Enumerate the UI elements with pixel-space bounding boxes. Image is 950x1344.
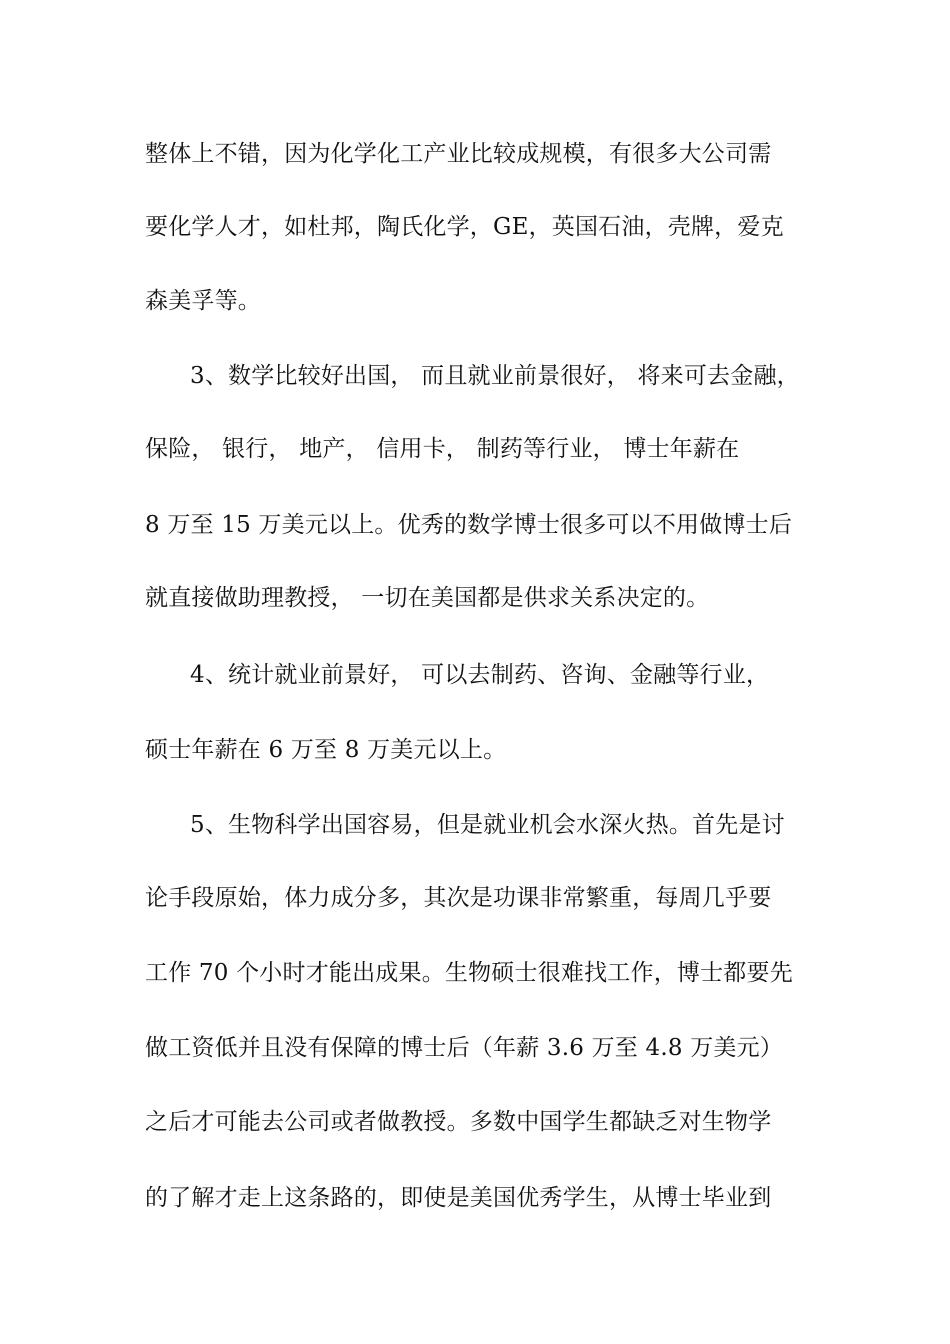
text-line-11: 论手段原始，体力成分多，其次是功课非常繁重，每周几乎要 (145, 885, 772, 911)
text-line-15: 的了解才走上这条路的，即使是美国优秀学生，从博士毕业到 (145, 1185, 772, 1211)
text-line-8: 4、统计就业前景好， 可以去制药、咨询、金融等行业， (190, 662, 770, 688)
text-line-10: 5、生物科学出国容易，但是就业机会水深火热。首先是讨 (190, 812, 785, 838)
text-line-14: 之后才可能去公司或者做教授。多数中国学生都缺乏对生物学 (145, 1109, 772, 1135)
text-line-9: 硕士年薪在 6 万至 8 万美元以上。 (145, 737, 507, 763)
text-line-2: 要化学人才，如杜邦，陶氏化学，GE，英国石油，壳牌，爱克 (145, 214, 784, 240)
text-line-5: 保险， 银行， 地产， 信用卡， 制药等行业， 博士年薪在 (145, 436, 740, 462)
text-line-12: 工作 70 个小时才能出成果。生物硕士很难找工作，博士都要先 (145, 960, 793, 986)
text-line-13: 做工资低并且没有保障的博士后（年薪 3.6 万至 4.8 万美元） (145, 1035, 783, 1061)
text-line-4: 3、数学比较好出国， 而且就业前景很好， 将来可去金融， (190, 363, 800, 389)
text-line-7: 就直接做助理教授， 一切在美国都是供求关系决定的。 (145, 585, 710, 611)
text-line-3: 森美孚等。 (145, 288, 261, 314)
text-line-6: 8 万至 15 万美元以上。优秀的数学博士很多可以不用做博士后 (145, 512, 793, 538)
text-line-1: 整体上不错，因为化学化工产业比较成规模，有很多大公司需 (145, 141, 772, 167)
